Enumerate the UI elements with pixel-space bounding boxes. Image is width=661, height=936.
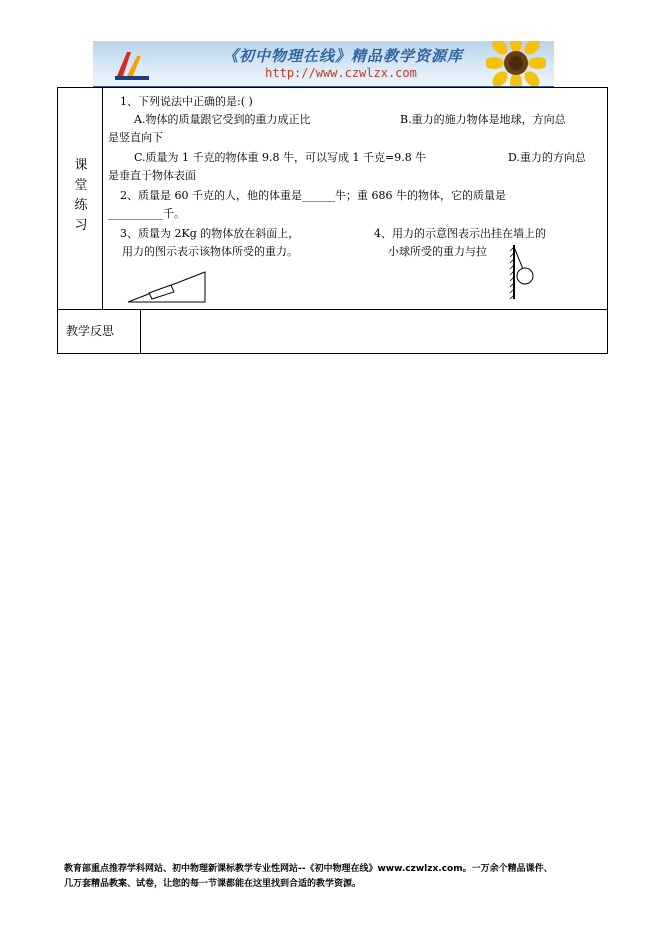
question-2: 2、质量是 60 千克的人，他的体重是______牛；重 686 牛的物体，它的质量是 <box>120 189 506 202</box>
banner-url: http://www.czwlzx.com <box>265 66 417 80</box>
footer-line-1: 教育部重点推荐学科网站、初中物理新课标教学专业性网站--《初中物理在线》www.czwlzx.com。一万余个精品课件、 <box>64 864 553 874</box>
question-1-option-b-continued: 是竖直向下 <box>108 131 163 144</box>
question-3-continued: 用力的图示表示该物体所受的重力。 <box>122 245 298 258</box>
site-logo-icon <box>113 46 153 82</box>
question-1-option-a: A.物体的质量跟它受到的重力成正比 <box>134 113 311 126</box>
question-1-option-c: C.质量为 1 千克的物体重 9.8 牛，可以写成 1 千克=9.8 牛 <box>134 151 427 164</box>
reflection-label: 教学反思 <box>66 324 115 338</box>
incline-diagram <box>125 266 210 306</box>
footer-line-2: 几万套精品教案、试卷，让您的每一节课都能在这里找到合适的教学资源。 <box>64 879 362 889</box>
question-1-option-b: B.重力的施力物体是地球，方向总 <box>400 113 566 126</box>
question-4: 4、用力的示意图表示出挂在墙上的 <box>374 227 546 240</box>
footer <box>64 862 604 892</box>
header-banner <box>93 41 554 88</box>
question-4-continued: 小球所受的重力与拉 <box>388 245 487 258</box>
sunflower-icon <box>486 41 546 88</box>
question-2-continued: __________千。 <box>108 207 185 220</box>
side-label-classroom-practice <box>70 156 92 236</box>
question-1-option-d: D.重力的方向总 <box>508 151 586 164</box>
wall-ball-diagram <box>503 243 543 301</box>
question-1-option-d-continued: 是垂直于物体表面 <box>108 169 196 182</box>
question-3: 3、质量为 2Kg 的物体放在斜面上， <box>120 227 300 240</box>
side-label-text: 课堂练习 <box>74 158 88 233</box>
question-1: 1、下列说法中正确的是:( ) <box>120 95 253 108</box>
banner-title: 《初中物理在线》精品教学资源库 <box>222 47 463 65</box>
